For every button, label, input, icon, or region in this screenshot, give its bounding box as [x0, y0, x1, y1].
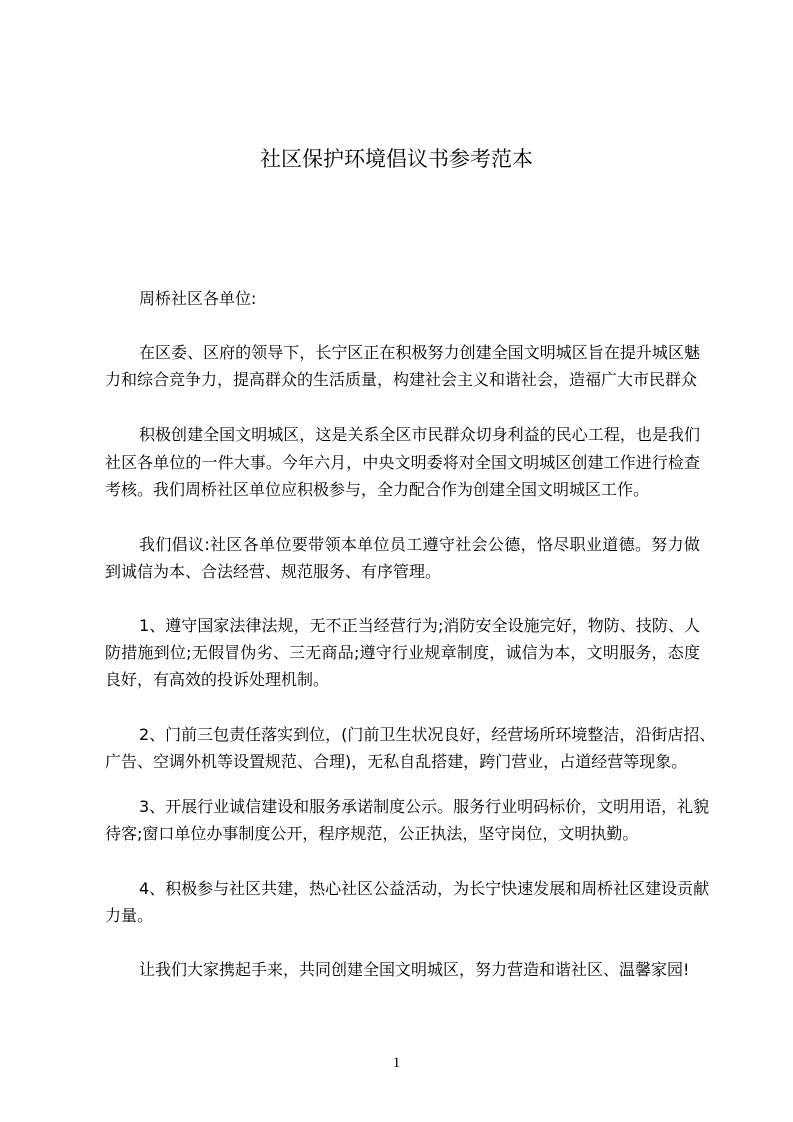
- paragraph-1-line: 在区委、区府的领导下，长宁区正在积极努力创建全国文明城区旨在提升城区魅: [139, 343, 700, 362]
- paragraph-2-line: 考核。我们周桥社区单位应积极参与，全力配合作为创建全国文明城区工作。: [105, 480, 650, 499]
- paragraph-4-line: 良好，有高效的投诉处理机制。: [105, 670, 330, 689]
- paragraph-3-line: 到诚信为本、合法经营、规范服务、有序管理。: [105, 562, 442, 581]
- paragraph-1-line: 力和综合竞争力，提高群众的生活质量，构建社会主义和谐社会，造福广大市民群众: [105, 370, 698, 389]
- greeting: 周桥社区各单位:: [139, 289, 257, 308]
- paragraph-7-line: 力量。: [105, 906, 154, 925]
- document-title: 社区保护环境倡议书参考范本: [260, 147, 533, 171]
- paragraph-6-line: 待客;窗口单位办事制度公开，程序规范，公正执法，坚守岗位，文明执勤。: [105, 824, 639, 843]
- paragraph-4-line: 防措施到位;无假冒伪劣、三无商品;遵守行业规章制度，诚信为本，文明服务，态度: [105, 643, 700, 662]
- paragraph-5-line: 广告、空调外机等设置规范、合理)，无私自乱搭建，跨门营业，占道经营等现象。: [105, 752, 688, 771]
- paragraph-2-line: 社区各单位的一件大事。今年六月，中央文明委将对全国文明城区创建工作进行检查: [105, 453, 700, 472]
- paragraph-6-line: 3、开展行业诚信建设和服务承诺制度公示。服务行业明码标价，文明用语，礼貌: [139, 797, 710, 816]
- paragraph-7-line: 4、积极参与社区共建，热心社区公益活动，为长宁快速发展和周桥社区建设贡献: [139, 879, 710, 898]
- paragraph-3-line: 我们倡议:社区各单位要带领本单位员工遵守社会公德，恪尽职业道德。努力做: [139, 535, 700, 554]
- paragraph-4-line: 1、遵守国家法律法规，无不正当经营行为;消防安全设施完好，物防、技防、人: [139, 616, 700, 635]
- paragraph-8-line: 让我们大家携起手来，共同创建全国文明城区，努力营造和谐社区、温馨家园!: [139, 960, 690, 979]
- paragraph-5-line: 2、门前三包责任落实到位，(门前卫生状况良好，经营场所环境整洁，沿街店招、: [139, 725, 716, 744]
- page-number: 1: [392, 1055, 401, 1071]
- paragraph-2-line: 积极创建全国文明城区，这是关系全区市民群众切身利益的民心工程，也是我们: [139, 425, 700, 444]
